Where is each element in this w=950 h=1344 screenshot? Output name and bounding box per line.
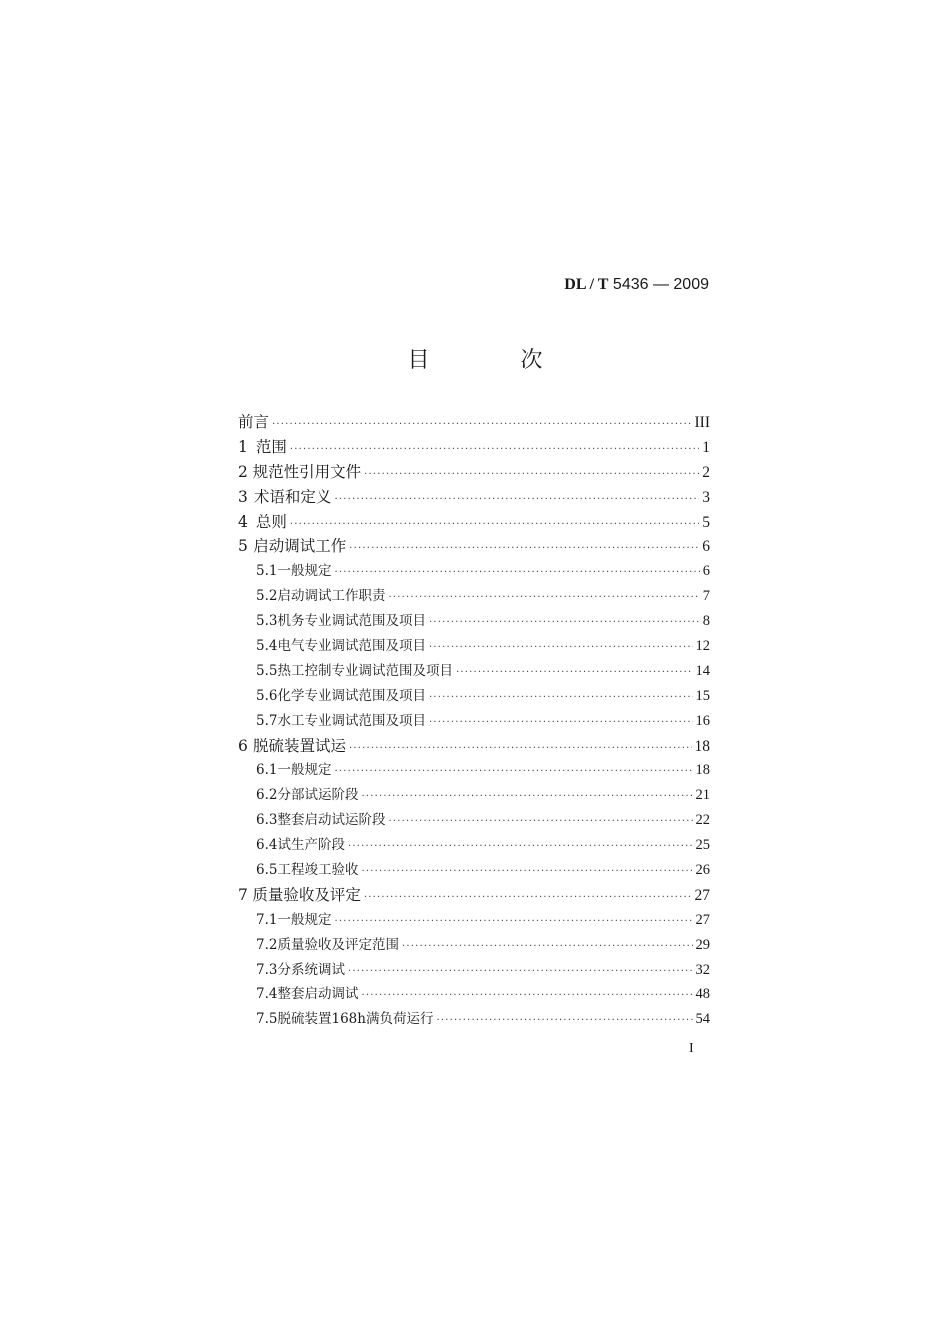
toc-entry-page: 6 [702, 538, 710, 556]
toc-dot-leader [429, 711, 693, 736]
toc-entry-number: 7.3 [256, 961, 278, 978]
toc-dot-leader [436, 1009, 692, 1034]
toc-entry-number: 6.3 [256, 812, 278, 829]
toc-entry-label: 工程竣工验收 [277, 862, 359, 879]
toc-dot-leader [334, 910, 692, 935]
toc-entry[interactable] [238, 410, 710, 435]
toc-dot-leader [402, 935, 693, 960]
toc-entry-page: 27 [694, 886, 710, 904]
toc-entry-number: 7.1 [256, 911, 278, 928]
toc-dot-leader [334, 760, 692, 785]
toc-dot-leader [349, 737, 692, 762]
toc-entry-page: 32 [695, 961, 710, 978]
toc-entry-number: 5 [238, 537, 248, 556]
toc-entry[interactable] [238, 709, 710, 734]
toc-entry-number: 6.2 [256, 787, 278, 804]
toc-dot-leader [429, 611, 700, 636]
toc-entry[interactable] [238, 833, 710, 858]
toc-entry[interactable] [238, 933, 710, 958]
toc-entry-page: 21 [695, 787, 710, 804]
toc-entry-label: 一般规定 [277, 563, 332, 580]
toc-entry-page: 18 [695, 762, 710, 779]
toc-dot-leader [349, 537, 699, 562]
toc-dot-leader [388, 586, 699, 611]
toc-entry-number: 7.4 [256, 986, 278, 1003]
toc-entry-page: 5 [702, 513, 710, 531]
page-title: 目 次 [407, 348, 585, 373]
toc-entry-number: 5.3 [256, 613, 278, 630]
toc-entry-page: 27 [695, 911, 710, 928]
toc-entry-page: 25 [695, 837, 710, 854]
toc-entry[interactable] [238, 783, 710, 808]
page-folio: I [689, 1041, 694, 1056]
toc-entry[interactable] [238, 684, 710, 709]
toc-entry-label: 分部试运阶段 [277, 787, 359, 804]
toc-entry-page: 2 [702, 463, 710, 481]
toc-dot-leader [364, 463, 699, 488]
toc-dot-leader [388, 810, 692, 835]
toc-entry[interactable] [238, 609, 710, 634]
toc-entry-label: 质量验收及评定 [252, 885, 361, 904]
toc-entry-page: 29 [695, 936, 710, 953]
toc-entry-page: 14 [695, 662, 710, 679]
toc-entry-number: 5.1 [256, 563, 278, 580]
toc-entry-page: 54 [695, 1011, 710, 1028]
toc-entry-page: 6 [702, 563, 710, 580]
table-of-contents [238, 410, 710, 1032]
toc-entry-number: 6.5 [256, 862, 278, 879]
standard-prefix: DL / T [564, 276, 609, 293]
toc-entry-number: 4 [238, 512, 248, 531]
toc-entry-label: 水工专业调试范围及项目 [277, 712, 426, 729]
toc-entry-label: 启动调试工作 [253, 537, 347, 556]
toc-entry[interactable] [238, 659, 710, 684]
toc-entry-page: 15 [695, 687, 710, 704]
toc-entry[interactable] [238, 559, 710, 584]
toc-entry[interactable] [238, 485, 710, 510]
toc-entry[interactable] [238, 435, 710, 460]
toc-entry-page: 16 [695, 712, 710, 729]
toc-entry-page: III [694, 414, 710, 431]
toc-entry-page: 48 [695, 986, 710, 1003]
toc-entry-page: 18 [694, 737, 710, 755]
toc-dot-leader [290, 513, 699, 538]
toc-entry-label: 前言 [238, 413, 270, 431]
toc-entry-number: 6 [238, 736, 248, 755]
toc-dot-leader [361, 984, 692, 1009]
toc-entry-label: 脱硫装置试运 [252, 736, 346, 755]
toc-dot-leader [429, 636, 693, 661]
toc-entry-page: 3 [702, 488, 710, 506]
toc-entry-label: 分系统调试 [277, 961, 345, 978]
toc-entry-page: 12 [695, 638, 710, 655]
toc-entry-label: 机务专业调试范围及项目 [277, 613, 426, 630]
toc-entry-label: 术语和定义 [253, 487, 332, 506]
toc-dot-leader [361, 860, 692, 885]
toc-entry[interactable] [238, 460, 710, 485]
toc-entry-number: 6.1 [256, 762, 278, 779]
toc-entry-label: 一般规定 [277, 762, 332, 779]
toc-dot-leader [348, 835, 693, 860]
toc-entry-label: 热工控制专业调试范围及项目 [277, 662, 453, 679]
toc-dot-leader [272, 413, 691, 438]
toc-dot-leader [334, 561, 699, 586]
toc-entry[interactable] [238, 982, 710, 1007]
toc-entry[interactable] [238, 958, 710, 983]
toc-entry-page: 7 [702, 588, 710, 605]
toc-entry-label: 规范性引用文件 [252, 462, 362, 481]
toc-entry[interactable] [238, 1007, 710, 1032]
toc-entry-page: 26 [695, 862, 710, 879]
toc-entry-number: 7 [238, 885, 248, 904]
toc-entry[interactable] [238, 634, 710, 659]
toc-entry-number: 5.6 [256, 687, 278, 704]
toc-entry-number: 5.2 [256, 588, 278, 605]
toc-entry-label: 质量验收及评定范围 [277, 936, 399, 953]
toc-entry-page: 8 [702, 613, 710, 630]
toc-entry-number: 5.5 [256, 662, 278, 679]
toc-entry-label: 整套启动试运阶段 [277, 812, 386, 829]
toc-entry-page: 22 [695, 812, 710, 829]
standard-number: 5436 — 2009 [612, 276, 709, 293]
toc-entry-number: 5.7 [256, 712, 278, 729]
toc-entry-label: 整套启动调试 [277, 986, 359, 1003]
toc-entry[interactable] [238, 510, 710, 535]
toc-entry[interactable] [238, 883, 710, 908]
toc-entry-label: 一般规定 [277, 911, 332, 928]
toc-entry-label: 启动调试工作职责 [277, 588, 386, 605]
toc-entry-label: 电气专业调试范围及项目 [277, 638, 426, 655]
toc-entry-number: 7.5 [256, 1011, 278, 1028]
toc-entry[interactable] [238, 908, 710, 933]
toc-entry-number: 5.4 [256, 638, 278, 655]
toc-entry-label: 脱硫装置168h满负荷运行 [277, 1011, 434, 1028]
toc-entry-number: 3 [238, 487, 248, 506]
toc-dot-leader [348, 960, 693, 985]
toc-entry[interactable] [238, 858, 710, 883]
toc-entry-number: 7.2 [256, 936, 278, 953]
toc-entry-page: 1 [702, 438, 710, 456]
toc-dot-leader [456, 661, 693, 686]
toc-entry-number: 1 [238, 437, 248, 456]
toc-dot-leader [364, 886, 692, 911]
toc-entry[interactable] [238, 584, 710, 609]
toc-entry[interactable] [238, 758, 710, 783]
toc-entry-number: 6.4 [256, 837, 278, 854]
toc-dot-leader [429, 686, 693, 711]
toc-entry-label: 总则 [255, 512, 287, 531]
toc-entry[interactable] [238, 734, 710, 759]
toc-entry-label: 试生产阶段 [277, 837, 345, 854]
toc-entry[interactable] [238, 808, 710, 833]
toc-entry-label: 化学专业调试范围及项目 [277, 687, 426, 704]
toc-entry-number: 2 [238, 462, 248, 481]
toc-dot-leader [334, 488, 699, 513]
toc-entry-label: 范围 [255, 437, 287, 456]
toc-dot-leader [361, 785, 692, 810]
standard-code [500, 276, 709, 294]
toc-entry[interactable] [238, 534, 710, 559]
